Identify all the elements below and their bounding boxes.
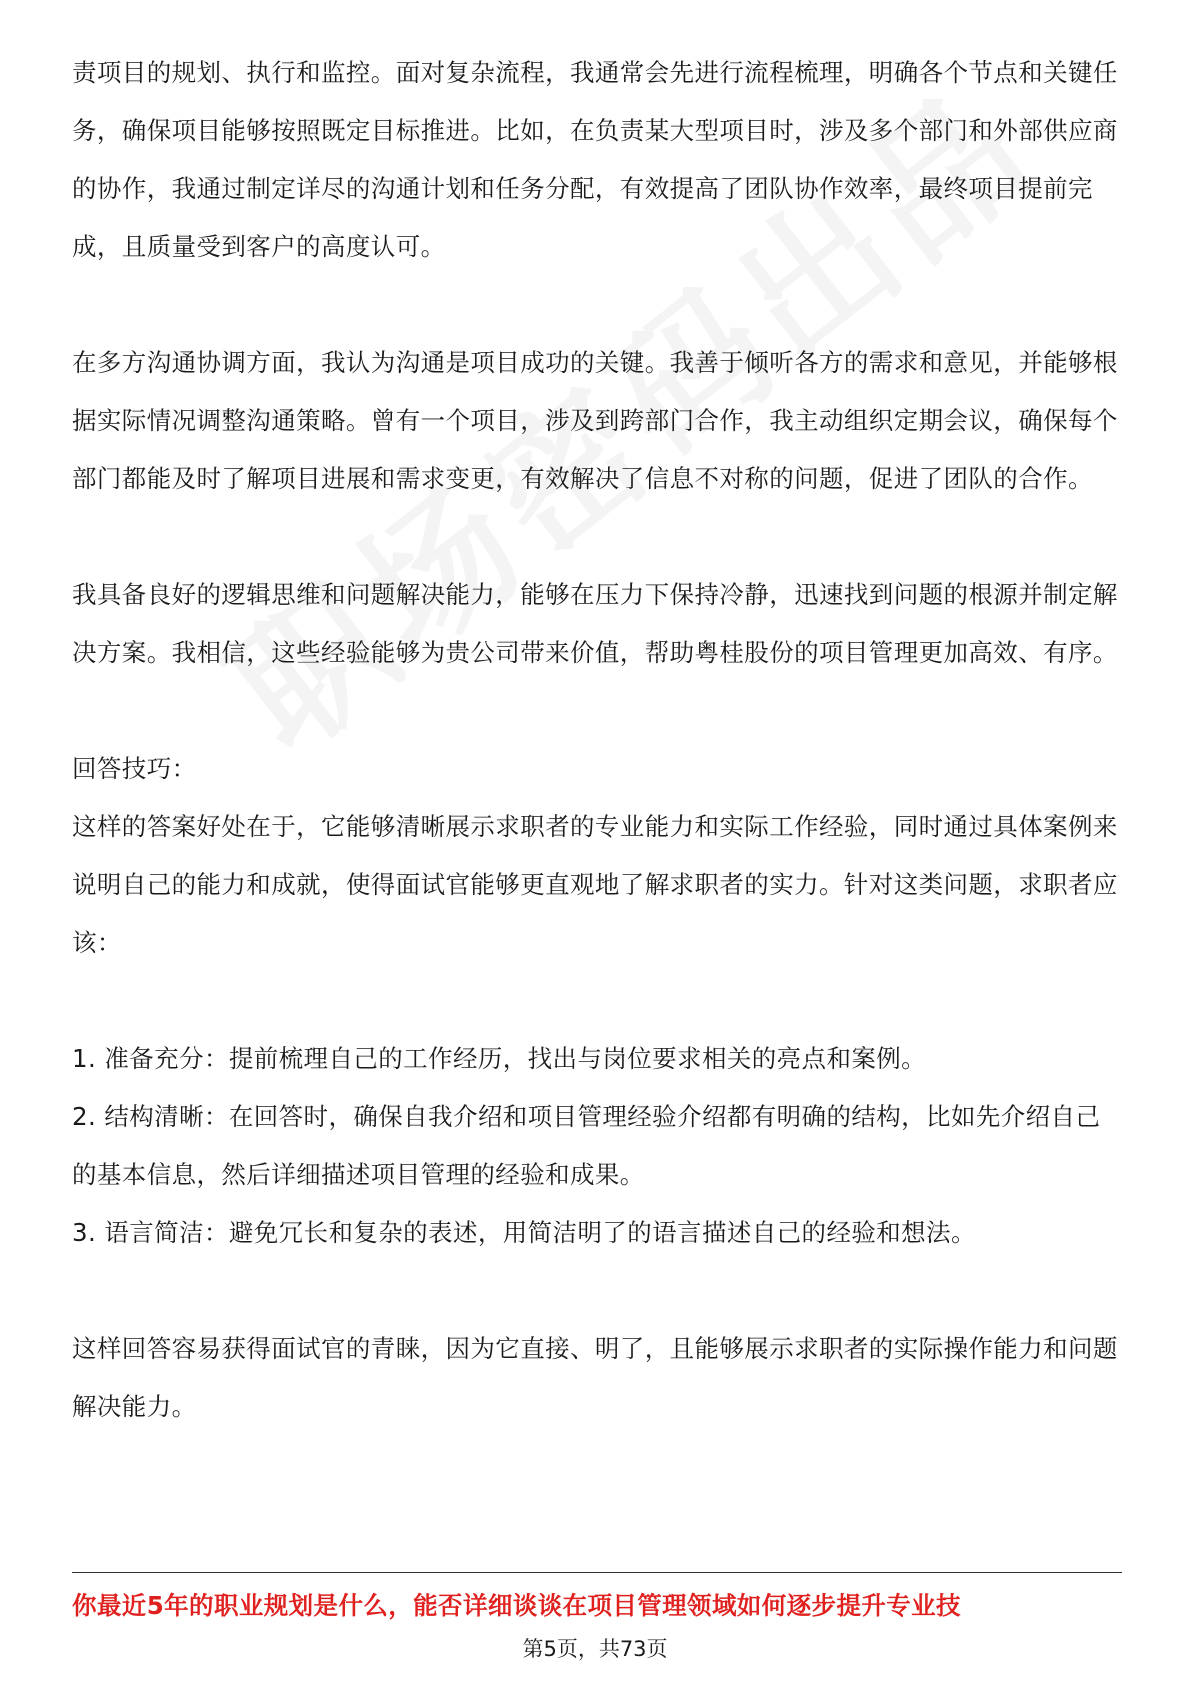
paragraph-communication: 在多方沟通协调方面，我认为沟通是项目成功的关键。我善于倾听各方的需求和意见，并能够根据实际情况调整沟通策略。曾有一个项目，涉及到跨部门合作，我主动组织定期会议，确保每个部门都能及时了解项目进展和需求变更，有效解决了信息不对称的问题，促进了团队的合作。 bbox=[72, 348, 1118, 493]
paragraph-gap bbox=[72, 682, 1122, 740]
tips-intro: 这样的答案好处在于，它能够清晰展示求职者的专业能力和实际工作经验，同时通过具体案例来说明自己的能力和成就，使得面试官能够更直观地了解求职者的实力。针对这类问题，求职者应该： bbox=[72, 812, 1118, 957]
paragraph-problem-solving: 我具备良好的逻辑思维和问题解决能力，能够在压力下保持冷静，迅速找到问题的根源并制定解决方案。我相信，这些经验能够为贵公司带来价值，帮助粤桂股份的项目管理更加高效、有序。 bbox=[72, 580, 1118, 667]
list-item: 1. 准备充分：提前梳理自己的工作经历，找出与岗位要求相关的亮点和案例。 bbox=[72, 1044, 927, 1073]
list-item: 3. 语言简洁：避免冗长和复杂的表述，用简洁明了的语言描述自己的经验和想法。 bbox=[72, 1218, 976, 1247]
page-number: 第5页，共73页 bbox=[522, 1637, 668, 1661]
paragraph-gap bbox=[72, 508, 1122, 566]
footer-divider bbox=[72, 1572, 1122, 1573]
paragraph-gap bbox=[72, 1262, 1122, 1320]
paragraph-project-experience: 责项目的规划、执行和监控。面对复杂流程，我通常会先进行流程梳理，明确各个节点和关键任务，确保项目能够按照既定目标推进。比如，在负责某大型项目时，涉及多个部门和外部供应商的协作，我通过制定详尽的沟通计划和任务分配，有效提高了团队协作效率，最终项目提前完成，且质量受到客户的高度认可。 bbox=[72, 58, 1118, 261]
paragraph-gap bbox=[72, 972, 1122, 1030]
document-body bbox=[72, 44, 1122, 1436]
paragraph-gap bbox=[72, 276, 1122, 334]
tips-heading: 回答技巧： bbox=[72, 754, 197, 783]
paragraph-conclusion: 这样回答容易获得面试官的青睐，因为它直接、明了，且能够展示求职者的实际操作能力和问题解决能力。 bbox=[72, 1334, 1118, 1421]
next-question-heading: 你最近5年的职业规划是什么，能否详细谈谈在项目管理领域如何逐步提升专业技 bbox=[72, 1591, 961, 1620]
list-item: 2. 结构清晰：在回答时，确保自我介绍和项目管理经验介绍都有明确的结构，比如先介绍自己的基本信息，然后详细描述项目管理的经验和成果。 bbox=[72, 1102, 1101, 1189]
